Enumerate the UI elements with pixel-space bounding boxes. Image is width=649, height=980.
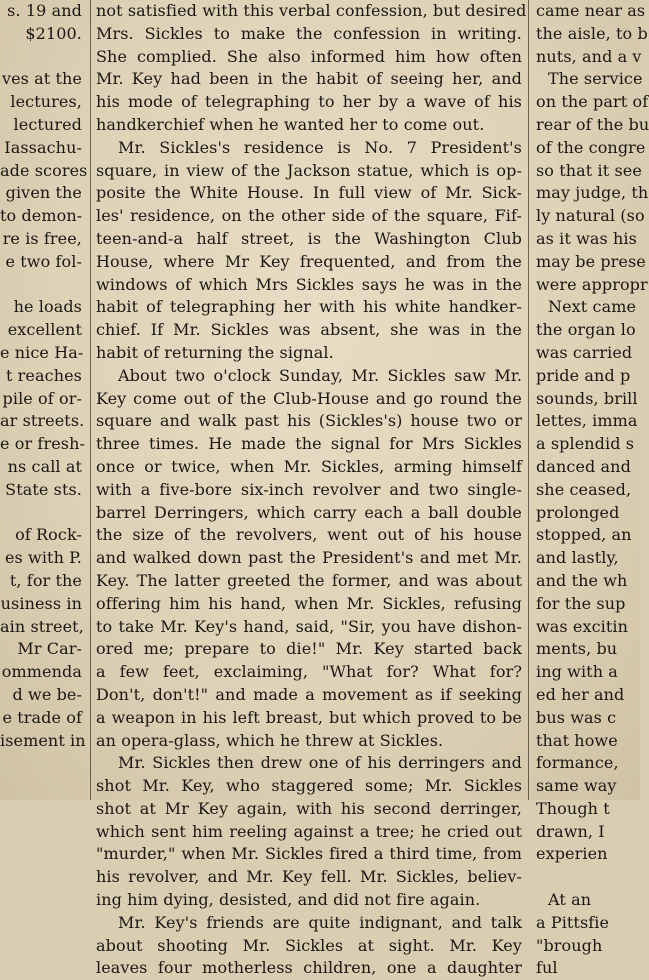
text-line: given the — [5, 183, 82, 203]
text-line: State sts. — [5, 479, 82, 499]
text-line: Though t — [536, 798, 610, 818]
text-line: At an — [548, 890, 592, 910]
right-column — [534, 0, 649, 978]
text-line: t reaches — [5, 365, 82, 385]
column-rule-left — [90, 0, 91, 800]
text-line: his revolver, and Mr. Key fell. Mr. Sickles, believ- — [96, 867, 522, 887]
text-line: handkerchief when he wanted her to come out. — [96, 114, 485, 134]
text-line — [0, 46, 84, 69]
text-line: $2100. — [25, 23, 82, 43]
text-line: Mr. Sickles then drew one of his derringers and — [118, 753, 522, 773]
text-line: may judge, th — [536, 183, 649, 203]
text-line: lectures, — [10, 92, 82, 112]
text-line: lectured — [13, 114, 82, 134]
text-line: Next came — [548, 297, 637, 317]
text-line: leaves four motherless children, one a daughter — [96, 958, 522, 978]
text-line: lettes, imma — [536, 411, 638, 431]
text-line: she ceased, — [536, 479, 632, 499]
text-line: e or fresh- — [0, 434, 85, 454]
text-line: Key come out of the Club-House and go round the — [96, 388, 522, 408]
text-line: ly natural (so — [536, 206, 645, 226]
text-line: chief. If Mr. Sickles was absent, she was in the — [96, 320, 522, 340]
text-line: to take Mr. Key's hand, said, "Sir, you have dishon- — [96, 616, 522, 636]
text-line: excellent — [7, 320, 82, 340]
text-line: came near as — [536, 1, 646, 20]
text-line — [0, 274, 84, 297]
text-line: House, where Mr Key frequented, and from the — [96, 251, 522, 271]
text-line: ing with a — [536, 662, 618, 682]
text-line: re is free, — [2, 228, 82, 248]
text-line: bus was c — [536, 707, 617, 727]
text-line: a weapon in his left breast, but which proved to be — [96, 707, 522, 727]
text-line: rear of the bu — [536, 114, 649, 134]
text-line: shot Mr. Key, who staggered some; Mr. Sickles — [96, 776, 522, 796]
text-line: drawn, I — [536, 821, 605, 841]
text-line: sounds, brill — [536, 388, 638, 408]
text-line: was carried — [536, 342, 633, 362]
text-line: habit of returning the signal. — [96, 342, 334, 362]
text-line: ar streets. — [0, 411, 85, 431]
text-line: ain street, — [0, 616, 84, 636]
text-line: to demon- — [0, 206, 83, 226]
text-line: of Rock- — [15, 525, 82, 545]
text-line: Iassachu- — [4, 137, 82, 157]
text-line: "murder," when Mr. Sickles fired a third time, from — [96, 844, 522, 864]
text-line: not satisfied with this verbal confession, but desired — [96, 1, 527, 20]
text-line: experien — [536, 844, 608, 864]
column-rule-right — [528, 0, 529, 800]
text-line: e trade of — [2, 707, 82, 727]
text-line: posite the White House. In full view of Mr. Sick- — [96, 183, 522, 203]
text-line: square and walk past his (Sickles's) house two or — [96, 411, 522, 431]
text-line: pride and p — [536, 365, 631, 385]
text-line: as it was his — [536, 228, 637, 248]
text-line: pile of or- — [2, 388, 82, 408]
text-line: ful — [536, 958, 558, 978]
text-line: ments, bu — [536, 639, 618, 659]
text-line: formance, — [536, 753, 619, 773]
text-line: three times. He made the signal for Mrs Sickles — [96, 434, 522, 454]
text-line: the aisle, to b — [536, 23, 648, 43]
text-line: ing him dying, desisted, and did not fire again. — [96, 890, 481, 910]
text-line: e two fol- — [5, 251, 82, 271]
text-line: She complied. She also informed him how often — [96, 46, 522, 66]
text-line: offering him his hand, when Mr. Sickles, refusing — [96, 593, 522, 613]
text-line: usiness in — [0, 593, 82, 613]
text-line: ves at the — [1, 69, 82, 89]
left-column — [0, 0, 88, 800]
text-line: for the sup — [536, 593, 626, 613]
text-line: an opera-glass, which he threw at Sickles. — [96, 730, 444, 750]
text-line: ns call at — [7, 456, 82, 476]
text-line: and lastly, — [536, 548, 619, 568]
text-line: The service — [548, 69, 643, 89]
text-line: isement in — [0, 730, 86, 750]
text-line: About two o'clock Sunday, Mr. Sickles saw Mr. — [118, 365, 522, 385]
text-line: so that it see — [536, 160, 642, 180]
text-line: a Pittsfie — [536, 912, 610, 932]
text-line: were appropr — [536, 274, 648, 294]
text-line: ade scores — [0, 160, 88, 180]
text-line: teen-and-a half street, is the Washington Club — [96, 228, 522, 248]
text-line: a splendid s — [536, 434, 635, 454]
text-line: on the part of — [536, 92, 649, 112]
text-line: about shooting Mr. Sickles at sight. Mr. Key — [96, 935, 522, 955]
text-line: s. 19 and — [7, 1, 82, 20]
text-line: that howe — [536, 730, 618, 750]
text-line: square, in view of the Jackson statue, which is op- — [96, 160, 522, 180]
text-line: prolonged — [536, 502, 620, 522]
text-line: a few feet, exclaiming, "What for? What for? — [96, 662, 522, 682]
text-line: les' residence, on the other side of the square, Fif- — [96, 206, 522, 226]
middle-column-article — [96, 0, 527, 978]
text-line: ored me; prepare to die!" Mr. Key started back — [96, 639, 522, 659]
text-line: once or twice, when Mr. Sickles, arming himself — [96, 456, 522, 476]
text-line: ed her and — [536, 684, 625, 704]
text-line: Key. The latter greeted the former, and was about — [96, 570, 522, 590]
text-line: Mrs. Sickles to make the confession in writing. — [96, 23, 522, 43]
text-line: may be prese — [536, 251, 646, 271]
text-line: e nice Ha- — [0, 342, 84, 362]
text-line: habit of telegraphing her with his white handker- — [96, 297, 522, 317]
text-line: t, for the — [9, 570, 82, 590]
text-line: was excitin — [536, 616, 629, 636]
text-line: Mr. Sickles's residence is No. 7 President's — [118, 137, 522, 157]
text-line: d we be- — [12, 684, 82, 704]
text-line: Mr. Key's friends are quite indignant, and talk — [118, 912, 522, 932]
text-line: barrel Derringers, which carry each a ball double — [96, 502, 522, 522]
text-line: danced and — [536, 456, 631, 476]
text-line: his mode of telegraphing to her by a wave of his — [96, 92, 522, 112]
text-line: same way — [536, 776, 617, 796]
text-line: "brough — [536, 935, 603, 955]
text-line: stopped, an — [536, 525, 632, 545]
text-line: and walked down past the President's and met Mr. — [96, 548, 522, 568]
text-line: with a five-bore six-inch revolver and two single- — [96, 479, 522, 499]
text-line: shot at Mr Key again, with his second derringer, — [96, 798, 522, 818]
text-line: nuts, and a v — [536, 46, 642, 66]
text-line: he loads — [13, 297, 82, 317]
text-line — [0, 502, 84, 525]
text-line: which sent him reeling against a tree; he cried out — [96, 821, 522, 841]
text-line: Don't, don't!" and made a movement as if seeking — [96, 684, 522, 704]
text-line: of the congre — [536, 137, 646, 157]
text-line: Mr Car- — [17, 639, 82, 659]
text-line: windows of which Mrs Sickles says he was in the — [96, 274, 522, 294]
text-line: the organ lo — [536, 320, 636, 340]
text-line: Mr. Key had been in the habit of seeing her, and — [96, 69, 522, 89]
text-line: ommenda — [1, 662, 82, 682]
text-line — [534, 866, 640, 889]
text-line: and the wh — [536, 570, 628, 590]
text-line: es with P. — [4, 548, 82, 568]
text-line: the size of the revolvers, went out of his house — [96, 525, 522, 545]
